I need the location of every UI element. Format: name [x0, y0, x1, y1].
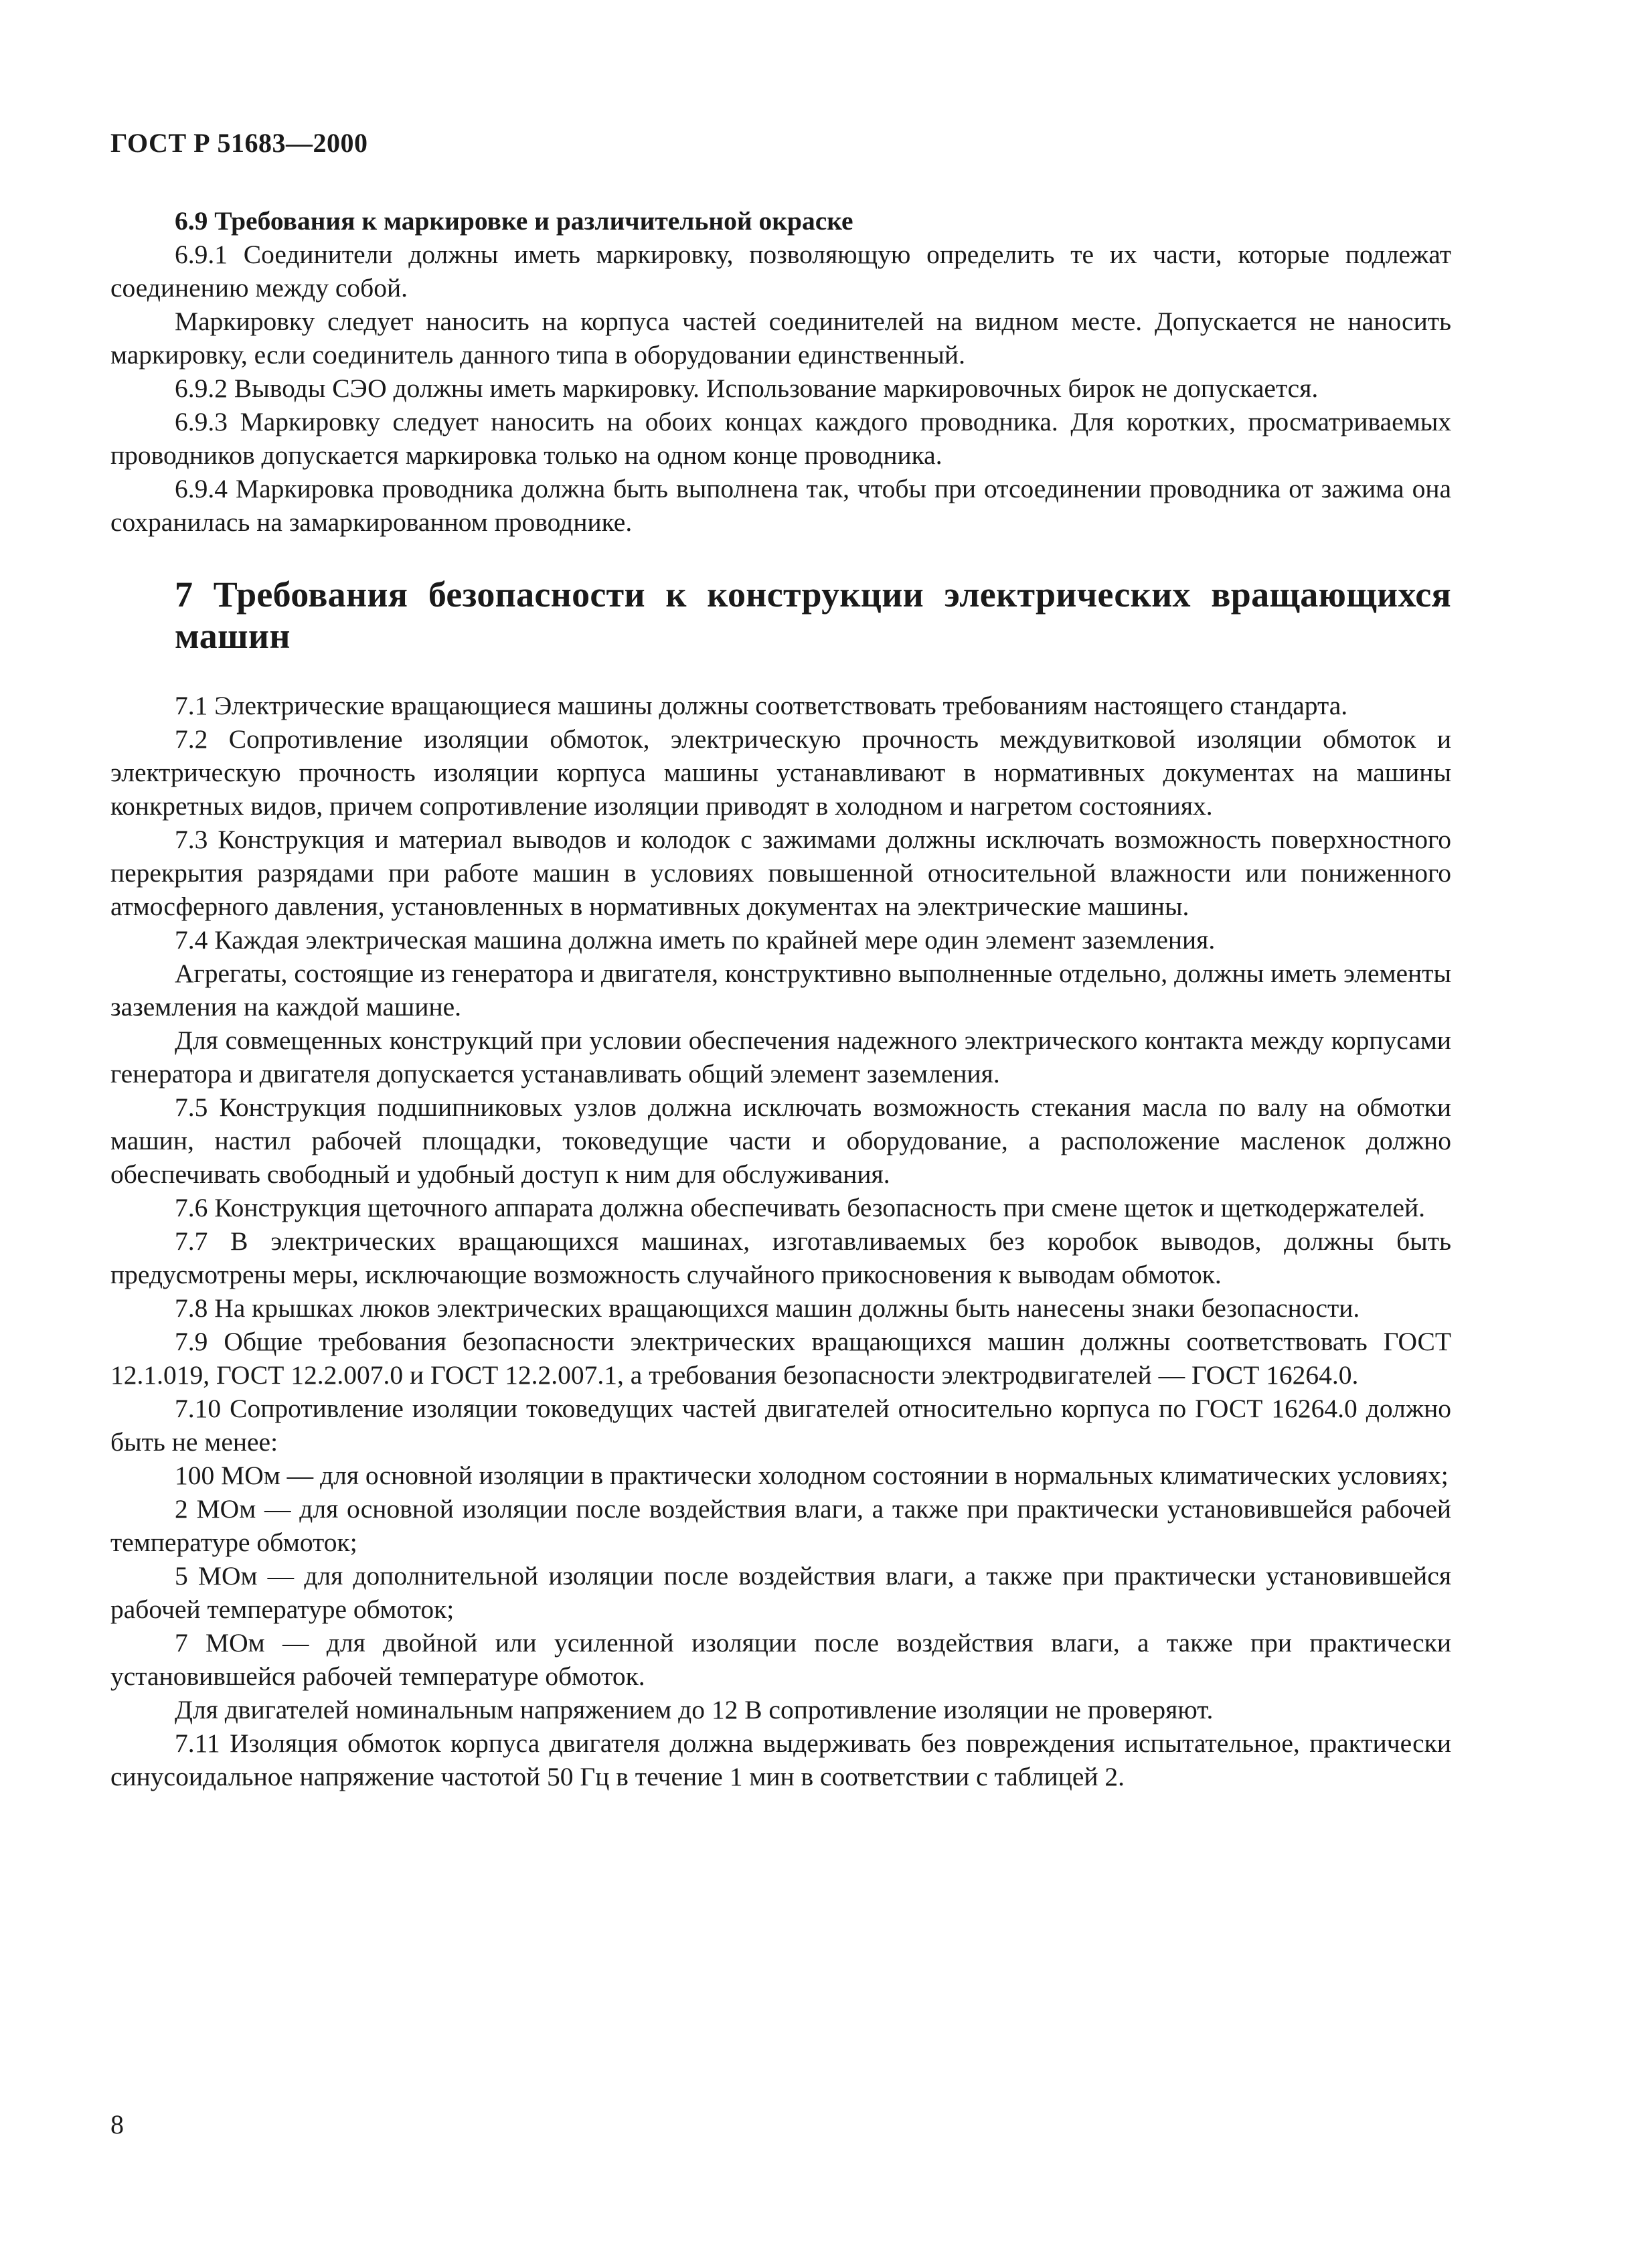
paragraph: Агрегаты, состоящие из генератора и двигателя, конструктивно выполненные отдельно, должны иметь элементы заземления на каждой машине.	[110, 959, 1451, 1022]
page-body	[110, 204, 1451, 1793]
paragraph: Для совмещенных конструкций при условии обеспечения надежного электрического контакта между корпусами генератора и двигателя допускается устанавливать общий элемент заземления.	[110, 1026, 1451, 1088]
paragraph: 5 МОм — для дополнительной изоляции после воздействия влаги, а также при практически установившейся рабочей температуре обмоток;	[110, 1561, 1451, 1624]
section-heading: 7 Требования безопасности к конструкции электрических вращающихся машин	[175, 574, 1451, 656]
paragraph: 7.1 Электрические вращающиеся машины должны соответствовать требованиям настоящего стандарта.	[175, 691, 1348, 720]
paragraph: 7 МОм — для двойной или усиленной изоляции после воздействия влаги, а также при практически установившейся рабочей температуре обмоток.	[110, 1628, 1451, 1691]
paragraph: 6.9.2 Выводы СЭО должны иметь маркировку. Использование маркировочных бирок не допускается.	[175, 374, 1319, 403]
paragraph: 7.5 Конструкция подшипниковых узлов должна исключать возможность стекания масла по валу на обмотки машин, настил рабочей площадки, токоведущие части и оборудование, а расположение масленок должно обеспечивать свободный и удобный доступ к ним для обслуживания.	[110, 1092, 1451, 1189]
paragraph: 7.11 Изоляция обмоток корпуса двигателя должна выдерживать без повреждения испытательное, практически синусоидальное напряжение частотой 50 Гц в течение 1 мин в соответствии с таблицей 2.	[110, 1728, 1451, 1791]
paragraph: 7.9 Общие требования безопасности электрических вращающихся машин должны соответствовать ГОСТ 12.1.019, ГОСТ 12.2.007.0 и ГОСТ 12.2.007.1, а требования безопасности электродвигателей — ГОСТ 16264.0.	[110, 1327, 1451, 1390]
paragraph: 6.9.4 Маркировка проводника должна быть выполнена так, чтобы при отсоединении проводника от зажима она сохранилась на замаркированном проводнике.	[110, 474, 1451, 537]
paragraph: Для двигателей номинальным напряжением до 12 В сопротивление изоляции не проверяют.	[175, 1695, 1214, 1724]
paragraph: Маркировку следует наносить на корпуса частей соединителей на видном месте. Допускается не наносить маркировку, если соединитель данного типа в оборудовании единственный.	[110, 307, 1451, 370]
paragraph: 100 МОм — для основной изоляции в практически холодном состоянии в нормальных климатических условиях;	[175, 1461, 1449, 1490]
paragraph: 7.3 Конструкция и материал выводов и колодок с зажимами должны исключать возможность поверхностного перекрытия разрядами при работе машин в условиях повышенной относительной влажности или пониженного атмосферного давления, установленных в нормативных документах на электрические машины.	[110, 825, 1451, 921]
paragraph: 2 МОм — для основной изоляции после воздействия влаги, а также при практически установившейся рабочей температуре обмоток;	[110, 1494, 1451, 1557]
paragraph: 6.9.1 Соединители должны иметь маркировку, позволяющую определить те их части, которые подлежат соединению между собой.	[110, 240, 1451, 303]
paragraph: 7.7 В электрических вращающихся машинах, изготавливаемых без коробок выводов, должны быть предусмотрены меры, исключающие возможность случайного прикосновения к выводам обмоток.	[110, 1226, 1451, 1289]
paragraph: 7.8 На крышках люков электрических вращающихся машин должны быть нанесены знаки безопасности.	[175, 1293, 1360, 1323]
document-code-header: ГОСТ Р 51683—2000	[110, 128, 368, 158]
paragraph: 7.6 Конструкция щеточного аппарата должна обеспечивать безопасность при смене щеток и щеткодержателей.	[175, 1193, 1425, 1222]
paragraph: 6.9.3 Маркировку следует наносить на обоих концах каждого проводника. Для коротких, просматриваемых проводников допускается маркировка только на одном конце проводника.	[110, 407, 1451, 470]
page-number: 8	[110, 2109, 124, 2139]
paragraph: 7.4 Каждая электрическая машина должна иметь по крайней мере один элемент заземления.	[175, 925, 1216, 955]
paragraph: 7.2 Сопротивление изоляции обмоток, электрическую прочность междувитковой изоляции обмоток и электрическую прочность изоляции корпуса машины устанавливают в нормативных документах на машины конкретных видов, причем сопротивление изоляции приводят в холодном и нагретом состояниях.	[110, 724, 1451, 821]
subsection-heading: 6.9 Требования к маркировке и различительной окраске	[175, 206, 853, 236]
paragraph: 7.10 Сопротивление изоляции токоведущих частей двигателей относительно корпуса по ГОСТ 16264.0 должно быть не менее:	[110, 1394, 1451, 1457]
